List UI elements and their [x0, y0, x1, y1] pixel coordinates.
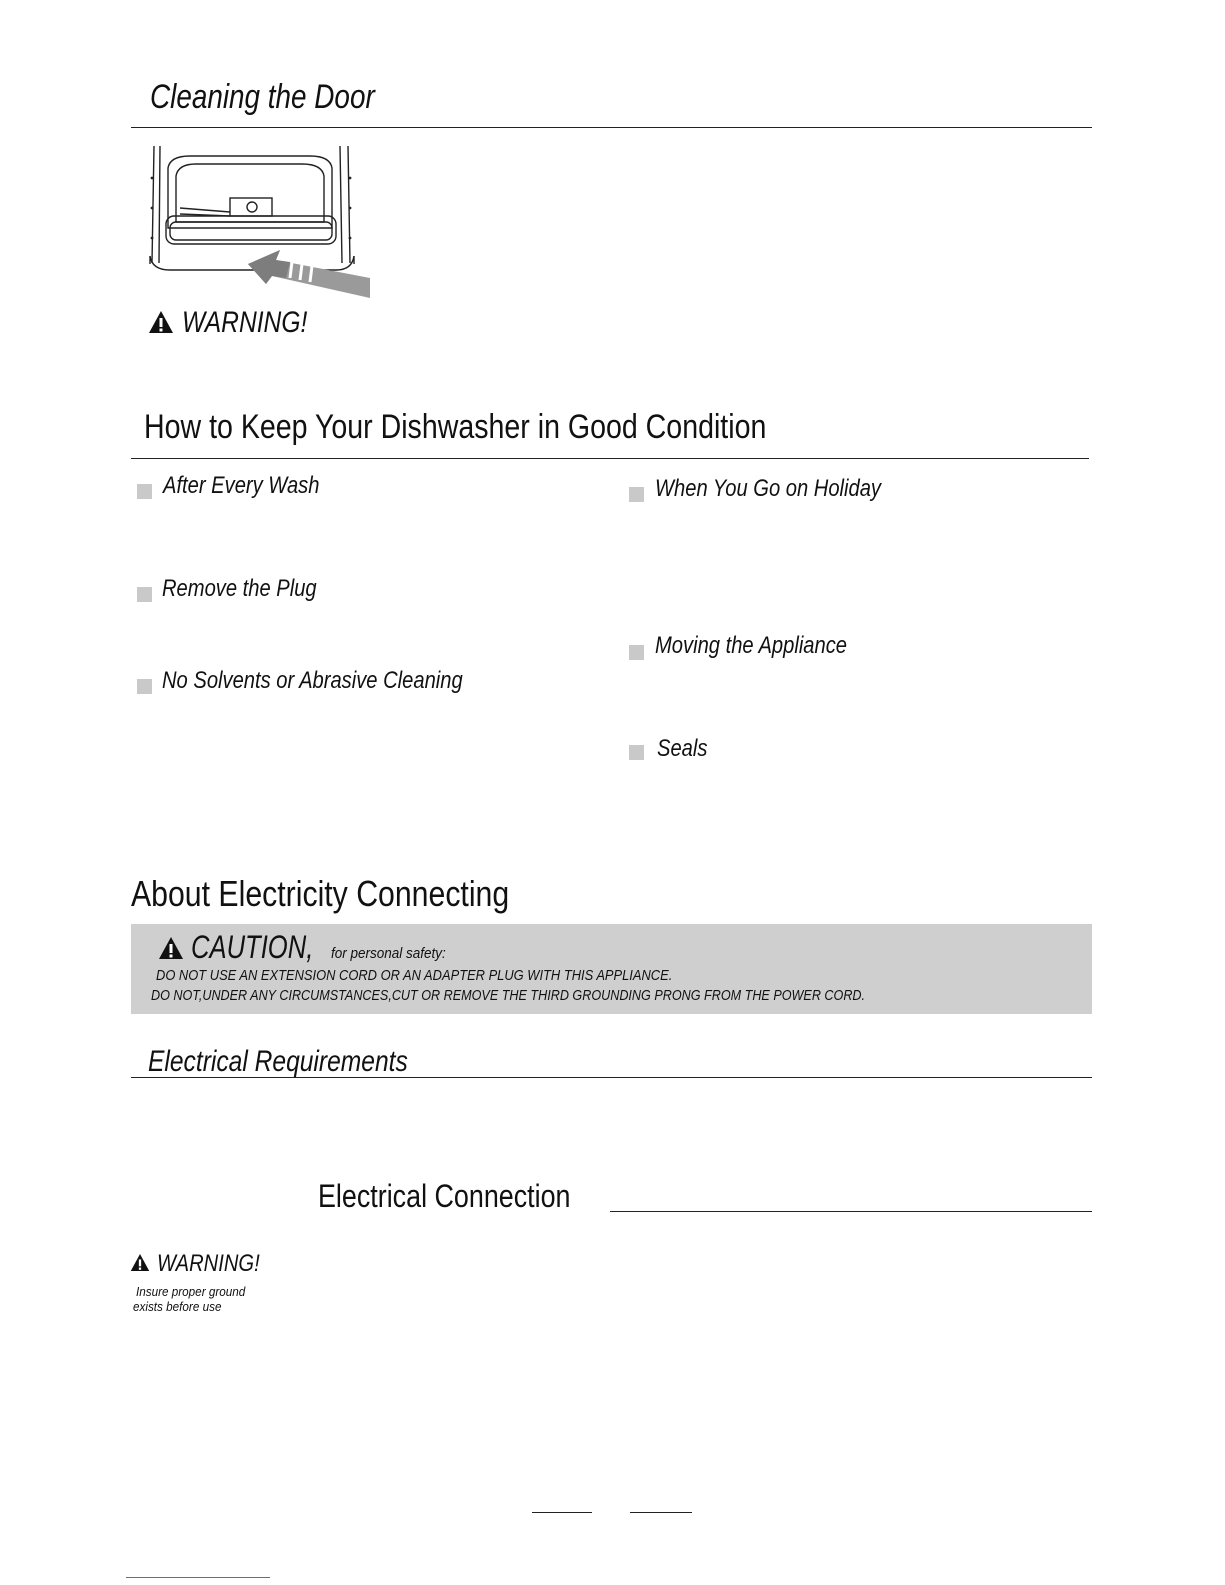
requirements-heading: Electrical Requirements — [148, 1045, 408, 1078]
section-title-requirements — [148, 1045, 465, 1079]
caution-box — [131, 924, 1092, 1014]
item-label: Remove the Plug — [162, 575, 317, 602]
caution-text: DO NOT USE AN EXTENSION CORD OR AN ADAPTER PLUG WITH THIS APPLIANCE. — [156, 967, 673, 984]
square-bullet-icon — [137, 484, 152, 499]
item-label: No Solvents or Abrasive Cleaning — [162, 667, 463, 694]
item-label: After Every Wash — [163, 472, 320, 499]
square-bullet-icon — [629, 487, 644, 502]
good-condition-heading: How to Keep Your Dishwasher in Good Condition — [144, 408, 767, 446]
caution-line-1 — [156, 967, 756, 985]
caution-text: DO NOT,UNDER ANY CIRCUMSTANCES,CUT OR REMOVE THE THIRD GROUNDING PRONG FROM THE POWER CORD. — [151, 987, 866, 1004]
warning-label: WARNING! — [182, 306, 308, 339]
item-seals — [657, 735, 717, 763]
warning-connection — [130, 1250, 280, 1278]
section-rule — [610, 1211, 1092, 1212]
footer-rule-left — [532, 1512, 592, 1513]
warning-triangle-icon — [148, 310, 174, 334]
item-no-solvents — [162, 667, 520, 695]
electricity-heading: About Electricity Connecting — [131, 873, 510, 914]
square-bullet-icon — [137, 587, 152, 602]
square-bullet-icon — [137, 679, 152, 694]
item-after-every-wash — [163, 472, 349, 500]
caution-label: CAUTION, — [191, 929, 314, 965]
square-bullet-icon — [629, 645, 644, 660]
warning-door — [148, 306, 335, 340]
item-remove-plug — [162, 575, 346, 603]
section-rule — [131, 458, 1089, 459]
caution-subtitle: for personal safety: — [330, 945, 446, 962]
section-title-connection — [318, 1178, 619, 1215]
section-rule — [131, 127, 1092, 128]
item-label: Seals — [657, 735, 708, 762]
section-title-good-condition — [144, 408, 885, 447]
arrow-icon — [248, 250, 370, 298]
caution-line-2 — [151, 987, 1001, 1005]
ground-note-2 — [133, 1298, 231, 1316]
warning-triangle-icon — [158, 936, 184, 960]
section-rule — [131, 1077, 1092, 1078]
connection-heading: Electrical Connection — [318, 1178, 571, 1214]
ground-note-text: exists before use — [133, 1299, 222, 1314]
section-title-electricity — [131, 873, 581, 915]
bottom-edge-rule — [126, 1577, 270, 1578]
warning-triangle-icon — [130, 1253, 150, 1272]
section-title-cleaning-door — [150, 78, 424, 117]
ground-note-text: Insure proper ground — [136, 1284, 246, 1299]
cleaning-door-heading: Cleaning the Door — [150, 78, 375, 116]
item-holiday — [655, 475, 924, 503]
footer-rule-right — [630, 1512, 692, 1513]
dishwasher-door-illustration — [140, 138, 385, 300]
item-label: Moving the Appliance — [655, 632, 848, 659]
square-bullet-icon — [629, 745, 644, 760]
item-label: When You Go on Holiday — [655, 475, 882, 502]
item-moving-appliance — [655, 632, 884, 660]
caution-header — [158, 929, 458, 966]
warning-label: WARNING! — [157, 1250, 261, 1277]
